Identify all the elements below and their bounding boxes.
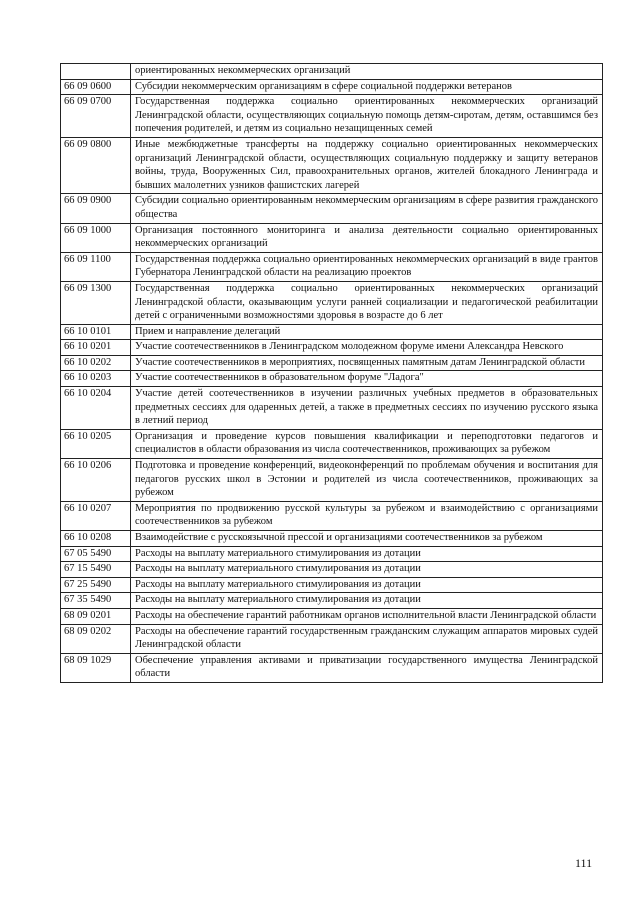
row-description: Субсидии некоммерческим организациям в сфере социальной поддержки ветеранов — [131, 79, 603, 95]
row-code: 66 09 1000 — [61, 223, 131, 252]
row-description: Государственная поддержка социально ориентированных некоммерческих организаций Ленинградской области, осуществляющих социальную помощь детям-сиротам, детям, оставшимся без попечения родителей, и детям из социально незащищенных семей — [131, 95, 603, 138]
table-row — [61, 223, 603, 252]
row-description: Иные межбюджетные трансферты на поддержку социально ориентированных некоммерческих организаций Ленинградской области, осуществляющих социальную поддержку и защиту ветеранов войны, труда, Вооруженных Сил, правоохранительных органов, жителей блокадного Ленинграда и бывших малолетних узников фашистских лагерей — [131, 137, 603, 193]
table-row — [61, 577, 603, 593]
table-row — [61, 137, 603, 193]
row-code: 68 09 0201 — [61, 608, 131, 624]
row-description: Расходы на выплату материального стимулирования из дотации — [131, 577, 603, 593]
row-code: 66 10 0101 — [61, 324, 131, 340]
table-row — [61, 387, 603, 430]
table-body — [61, 64, 603, 683]
table-row — [61, 340, 603, 356]
row-code: 68 09 0202 — [61, 624, 131, 653]
table-row — [61, 429, 603, 458]
row-code: 66 09 1300 — [61, 281, 131, 324]
table-row — [61, 79, 603, 95]
table-row — [61, 459, 603, 502]
row-description: Организация постоянного мониторинга и анализа деятельности социально ориентированных некоммерческих организаций — [131, 223, 603, 252]
table-row — [61, 562, 603, 578]
table-row — [61, 324, 603, 340]
row-code: 66 09 1100 — [61, 252, 131, 281]
row-description: Расходы на выплату материального стимулирования из дотации — [131, 562, 603, 578]
row-description: Подготовка и проведение конференций, видеоконференций по проблемам обучения и воспитания для педагогов русских школ в Эстонии и родителей из числа соотечественников, проживающих за рубежом — [131, 459, 603, 502]
row-description: Государственная поддержка социально ориентированных некоммерческих организаций Ленинградской области, оказывающим услуги ранней социализации и педагогической реабилитации детей с ограниченными возможностями здоровья в возрасте до 6 лет — [131, 281, 603, 324]
row-code: 66 09 0800 — [61, 137, 131, 193]
row-code: 66 09 0700 — [61, 95, 131, 138]
table-row — [61, 593, 603, 609]
row-description: Участие соотечественников в Ленинградском молодежном форуме имени Александра Невского — [131, 340, 603, 356]
row-code: 66 10 0203 — [61, 371, 131, 387]
table-row — [61, 608, 603, 624]
page-number: 111 — [575, 856, 593, 870]
row-code: 66 09 0900 — [61, 194, 131, 223]
row-description: Участие соотечественников в мероприятиях, посвященных памятным датам Ленинградской области — [131, 355, 603, 371]
row-code: 67 35 5490 — [61, 593, 131, 609]
row-description: Субсидии социально ориентированным некоммерческим организациям в сфере развития гражданского общества — [131, 194, 603, 223]
row-description: Мероприятия по продвижению русской культуры за рубежом и взаимодействию с организациями соотечественников за рубежом — [131, 501, 603, 530]
row-code: 66 09 0600 — [61, 79, 131, 95]
row-description: Взаимодействие с русскоязычной прессой и организациями соотечественников за рубежом — [131, 531, 603, 547]
row-description: Расходы на обеспечение гарантий государственным гражданским служащим аппаратов мировых судей Ленинградской области — [131, 624, 603, 653]
table-row — [61, 64, 603, 80]
row-code: 66 10 0204 — [61, 387, 131, 430]
row-code: 66 10 0206 — [61, 459, 131, 502]
row-description: Расходы на выплату материального стимулирования из дотации — [131, 593, 603, 609]
row-code: 67 25 5490 — [61, 577, 131, 593]
table-row — [61, 95, 603, 138]
table-row — [61, 371, 603, 387]
table-row — [61, 281, 603, 324]
row-description: Участие соотечественников в образовательном форуме "Ладога" — [131, 371, 603, 387]
row-description: Расходы на выплату материального стимулирования из дотации — [131, 546, 603, 562]
row-code: 66 10 0201 — [61, 340, 131, 356]
table-row — [61, 653, 603, 682]
row-description: ориентированных некоммерческих организаций — [131, 64, 603, 80]
budget-codes-table — [60, 63, 603, 683]
row-description: Организация и проведение курсов повышения квалификации и переподготовки педагогов и специалистов в области образования из числа соотечественников, проживающих за рубежом — [131, 429, 603, 458]
row-code: 67 05 5490 — [61, 546, 131, 562]
table-row — [61, 531, 603, 547]
row-description: Прием и направление делегаций — [131, 324, 603, 340]
table-row — [61, 546, 603, 562]
row-code: 66 10 0208 — [61, 531, 131, 547]
row-code: 67 15 5490 — [61, 562, 131, 578]
row-code: 66 10 0207 — [61, 501, 131, 530]
row-description: Обеспечение управления активами и приватизации государственного имущества Ленинградской области — [131, 653, 603, 682]
row-description: Участие детей соотечественников в изучении различных учебных предметов в образовательных предметных сессиях для одаренных детей, а также в предметных сессиях по изучению русского языка в летний период — [131, 387, 603, 430]
row-code — [61, 64, 131, 80]
row-code: 66 10 0202 — [61, 355, 131, 371]
row-description: Расходы на обеспечение гарантий работникам органов исполнительной власти Ленинградской области — [131, 608, 603, 624]
row-description: Государственная поддержка социально ориентированных некоммерческих организаций в виде грантов Губернатора Ленинградской области на реализацию проектов — [131, 252, 603, 281]
row-code: 66 10 0205 — [61, 429, 131, 458]
table-row — [61, 624, 603, 653]
table-row — [61, 252, 603, 281]
row-code: 68 09 1029 — [61, 653, 131, 682]
table-row — [61, 355, 603, 371]
table-row — [61, 501, 603, 530]
table-row — [61, 194, 603, 223]
